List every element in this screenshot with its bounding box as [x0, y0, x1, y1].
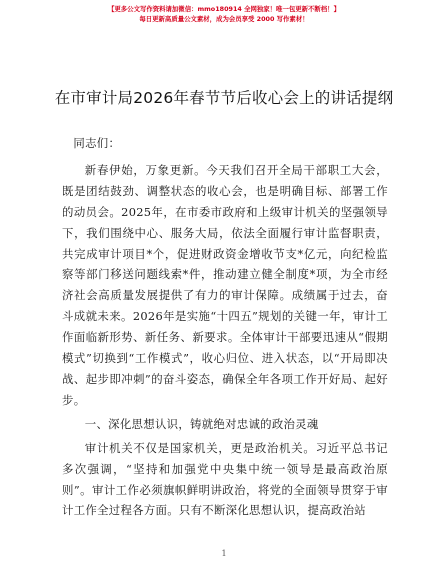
- salutation: 同志们：: [73, 136, 121, 150]
- document-body: [62, 133, 388, 521]
- page-number: 1: [221, 549, 227, 558]
- promo-banner-line-2: 每日更新高质量公文素材，成为会员享受 2000 写作素材！: [139, 15, 309, 23]
- body-paragraph: 新春伊始，万象更新。今天我们召开全局干部职工大会，既是团结鼓劲、调整状态的收心会，也是明确目标、部署工作的动员会。2025年，在市委市政府和上级审计机关的坚强领导下，我们围绕中心、服务大局，依法全面履行审计监督职责，共完成审计项目*个，促进财政资金增收节支*亿元，向纪检监察等部门移送问题线索*件，推动建立健全制度*项，为全市经济社会高质量发展提供了有力的审计保障。成绩属于过去，奋斗成就未来。2026年是实施“十四五”规划的关键一年，审计工作面临新形势、新任务、新要求。全体审计干部要迅速从“假期模式”切换到“工作模式”，收心归位、进入状态，以“开局即决战、起步即冲刺”的奋斗姿态，确保全年各项工作开好局、起好步。: [62, 162, 388, 407]
- promo-banner: [0, 4, 448, 24]
- promo-banner-line-1: 【更多公文写作资料请加微信：mmo180914 全网独家！唯一包更新不断档！】: [108, 5, 340, 13]
- body-paragraph: 审计机关不仅是国家机关，更是政治机关。习近平总书记多次强调，“坚持和加强党中央集中统一领导是最高政治原则”。审计工作必须旗帜鲜明讲政治，将党的全面领导贯穿于审计工作全过程各方面。只有不断深化思想认识，提高政治站: [62, 440, 388, 518]
- section-heading: 一、深化思想认识，铸就绝对忠诚的政治灵魂: [84, 416, 319, 431]
- document-title: 在市审计局2026年春节节后收心会上的讲话提纲: [54, 89, 394, 107]
